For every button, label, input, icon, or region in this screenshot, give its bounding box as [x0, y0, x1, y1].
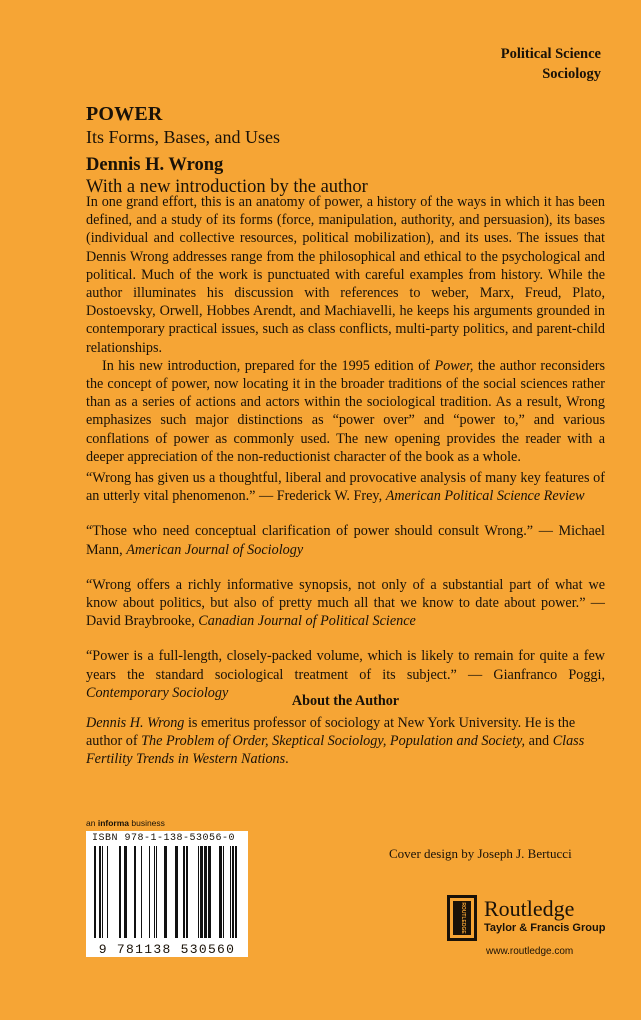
book-subtitle: Its Forms, Bases, and Uses	[86, 127, 280, 147]
barcode-bar	[198, 846, 199, 938]
about-text-a: is emeritus professor of sociology at New York University. He is the author of	[86, 715, 576, 750]
quote-text: “Power is a full-length, closely-packed volume, which is likely to remain for quite a few years the standard sociological treatment of its subject.” — Gianfranco Poggi,	[86, 648, 605, 683]
quote-text: “Those who need conceptual clarification of power should consult Wrong.” — Michael Mann,	[86, 523, 605, 558]
informa-prefix: an	[86, 818, 98, 828]
isbn-label: ISBN 978-1-138-53056-0	[92, 833, 236, 844]
about-text-c: .	[285, 751, 289, 768]
title-block	[86, 103, 606, 198]
about-book-2: Class Fertility Trends in Western Nations	[86, 733, 585, 768]
routledge-logo-text: ROUTLEDGE	[460, 902, 466, 934]
publisher-website: www.routledge.com	[486, 946, 574, 957]
book-title: POWER	[86, 103, 163, 125]
barcode-bar	[183, 846, 185, 938]
barcode-bar	[219, 846, 222, 938]
quote-source: Canadian Journal of Political Science	[198, 613, 416, 630]
p2-text-b: the author reconsiders the concept of power, now locating it in the broader traditions of the social sciences rather than as a series of actions and actors within the sociological tradition. As a result, Wrong emphasizes such major distinctions as “power over” and “power to,” and various conflations of power as commonly used. The new opening provides the reader with a deeper appreciation of the non-reductionist character of the book as a whole.	[86, 357, 605, 465]
barcode-bar	[149, 846, 150, 938]
quote-text: “Wrong offers a richly informative synopsis, not only of a substantial part of what we know about politics, but also of pretty much all that we know to date about power.” — David Braybrooke,	[86, 576, 605, 630]
about-author-heading: About the Author	[291, 693, 400, 709]
barcode-bar	[156, 846, 157, 938]
barcode-bar	[99, 846, 101, 938]
barcode-bar	[154, 846, 155, 938]
publisher-name: Routledge	[484, 896, 575, 921]
quote-source: American Political Science Review	[385, 488, 585, 505]
barcode-bar	[124, 846, 127, 938]
quote-text: “Wrong has given us a thoughtful, liberal and provocative analysis of many key features of an utterly vital phenomenon.” — Frederick W. Frey,	[86, 470, 605, 505]
review-quote	[86, 469, 605, 505]
p2-italic: Power,	[434, 357, 474, 374]
subject-categories	[501, 44, 601, 84]
informa-brand: informa	[97, 818, 129, 828]
review-quote	[86, 522, 605, 558]
barcode-bar	[119, 846, 121, 938]
description-paragraph-2	[86, 357, 605, 466]
barcode-bar	[134, 846, 136, 938]
barcode-bar	[230, 846, 231, 938]
p2-text-a: In his new introduction, prepared for the 1995 edition of	[102, 357, 435, 374]
informa-suffix: business	[129, 818, 165, 828]
about-name: Dennis H. Wrong	[86, 715, 185, 731]
review-quotes	[86, 469, 605, 719]
barcode-bar	[208, 846, 211, 938]
subject-sociology: Sociology	[542, 66, 601, 82]
barcode-bar	[200, 846, 203, 938]
barcode-bar	[186, 846, 188, 938]
intro-line: With a new introduction by the author	[86, 177, 368, 197]
publisher-group: Taylor & Francis Group	[484, 922, 606, 934]
barcode-digits: 9 781138 530560	[98, 942, 236, 957]
barcode-bar	[232, 846, 234, 938]
review-quote	[86, 576, 605, 631]
barcode-bar	[94, 846, 96, 938]
barcode-bar	[107, 846, 108, 938]
about-author-text	[86, 714, 605, 769]
barcode-bar	[223, 846, 224, 938]
barcode-bar	[175, 846, 178, 938]
barcode-bar	[102, 846, 103, 938]
cover-design-credit: Cover design by Joseph J. Bertucci	[389, 846, 572, 861]
description-paragraph-1: In one grand effort, this is an anatomy of power, a history of the ways in which it has been defined, and a study of its forms (force, manipulation, authority, and persuasion), its bases (individual and collective resources, political mobilization), and its uses. The issues that Dennis Wrong addresses range from the philosophical and ethical to the psychological and political. Much of the work is punctuated with careful examples from history. While the author illuminates his discussion with references to weber, Marx, Freud, Plato, Dostoevsky, Orwell, Hobbes Arendt, and Machiavelli, he keeps his arguments grounded in contemporary practical issues, such as class conflicts, multi-party politics, and parent-child relationships.	[86, 194, 605, 356]
barcode-icon	[92, 846, 242, 940]
about-text-b: and	[525, 733, 553, 750]
barcode-bar	[141, 846, 142, 938]
subject-political-science: Political Science	[500, 46, 601, 62]
barcode-bar	[204, 846, 207, 938]
informa-business-label	[86, 818, 165, 828]
book-description	[86, 193, 605, 466]
quote-source: American Journal of Sociology	[126, 541, 304, 558]
author-name: Dennis H. Wrong	[86, 155, 224, 175]
routledge-logo-icon	[447, 895, 477, 941]
quote-source: Contemporary Sociology	[86, 684, 229, 701]
about-book-1: The Problem of Order, Skeptical Sociology, Population and Society,	[141, 733, 526, 750]
barcode-bar	[235, 846, 237, 938]
barcode-bar	[164, 846, 167, 938]
